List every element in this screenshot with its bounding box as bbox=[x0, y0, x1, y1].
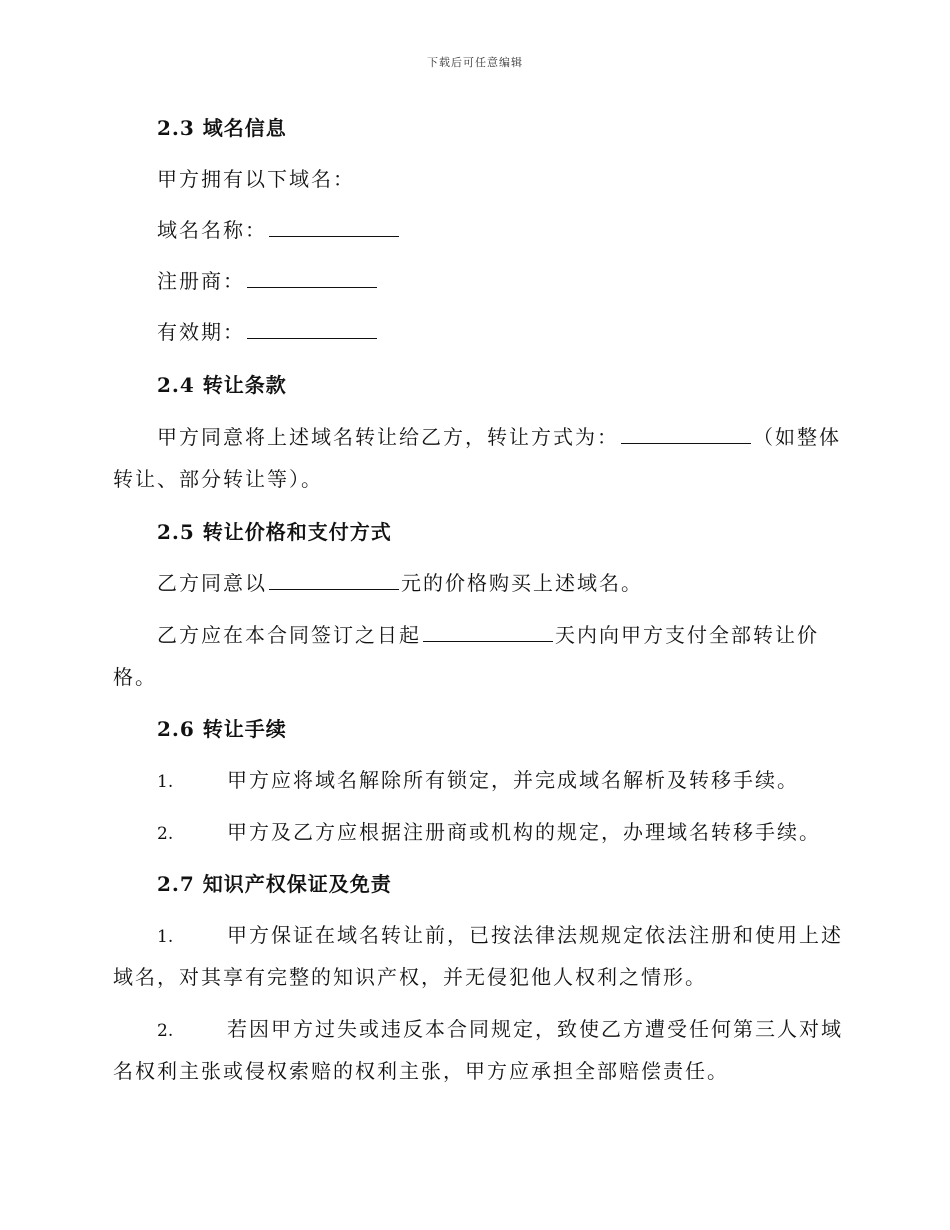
validity-blank bbox=[247, 319, 377, 339]
section-2-4-paragraph bbox=[157, 424, 881, 450]
section-2-3-intro: 甲方拥有以下域名： bbox=[157, 167, 355, 191]
list-number: 1. bbox=[157, 927, 174, 947]
validity-field bbox=[157, 319, 881, 345]
list-number: 2. bbox=[157, 824, 174, 844]
payment-paragraph-cont: 格。 bbox=[113, 665, 157, 689]
transfer-method-text: 甲方同意将上述域名转让给乙方，转让方式为： bbox=[157, 425, 619, 449]
warranty-item-1 bbox=[157, 922, 881, 950]
list-number: 1. bbox=[157, 772, 174, 792]
validity-label: 有效期： bbox=[157, 320, 245, 344]
procedure-item-1 bbox=[157, 767, 881, 795]
list-item-text: 若因甲方过失或违反本合同规定，致使乙方遭受任何第三人对域 bbox=[227, 1017, 843, 1041]
payment-text-a: 乙方应在本合同签订之日起 bbox=[157, 623, 421, 647]
registrar-field bbox=[157, 268, 881, 294]
domain-name-field bbox=[157, 217, 881, 243]
price-blank bbox=[269, 570, 399, 590]
list-item-text: 甲方及乙方应根据注册商或机构的规定，办理域名转移手续。 bbox=[227, 820, 821, 844]
section-2-6-title: 2.6 转让手续 bbox=[157, 717, 287, 741]
warranty-item-1-cont: 域名，对其享有完整的知识产权，并无侵犯他人权利之情形。 bbox=[113, 965, 707, 989]
registrar-label: 注册商： bbox=[157, 269, 245, 293]
payment-paragraph bbox=[157, 622, 881, 648]
section-2-3-title: 2.3 域名信息 bbox=[157, 116, 287, 140]
transfer-method-example: （如整体 bbox=[753, 425, 841, 449]
list-item-text: 甲方应将域名解除所有锁定，并完成域名解析及转移手续。 bbox=[227, 768, 799, 792]
list-number: 2. bbox=[157, 1021, 174, 1041]
transfer-method-blank bbox=[621, 424, 751, 444]
procedure-item-2 bbox=[157, 819, 881, 847]
price-text-b: 元的价格购买上述域名。 bbox=[401, 571, 643, 595]
section-2-4-title: 2.4 转让条款 bbox=[157, 373, 287, 397]
domain-name-blank bbox=[269, 217, 399, 237]
page-header: 下载后可任意编辑 bbox=[427, 56, 523, 69]
price-text-a: 乙方同意以 bbox=[157, 571, 267, 595]
domain-name-label: 域名名称： bbox=[157, 218, 267, 242]
payment-text-b: 天内向甲方支付全部转让价 bbox=[555, 623, 819, 647]
registrar-blank bbox=[247, 268, 377, 288]
warranty-item-2-cont: 名权利主张或侵权索赔的权利主张，甲方应承担全部赔偿责任。 bbox=[113, 1059, 729, 1083]
price-paragraph bbox=[157, 570, 881, 596]
section-2-7-title: 2.7 知识产权保证及免责 bbox=[157, 872, 392, 896]
payment-days-blank bbox=[423, 622, 553, 642]
warranty-item-2 bbox=[157, 1016, 881, 1044]
list-item-text: 甲方保证在域名转让前，已按法律法规规定依法注册和使用上述 bbox=[227, 923, 843, 947]
section-2-5-title: 2.5 转让价格和支付方式 bbox=[157, 520, 392, 544]
section-2-4-paragraph-cont: 转让、部分转让等）。 bbox=[113, 467, 323, 491]
